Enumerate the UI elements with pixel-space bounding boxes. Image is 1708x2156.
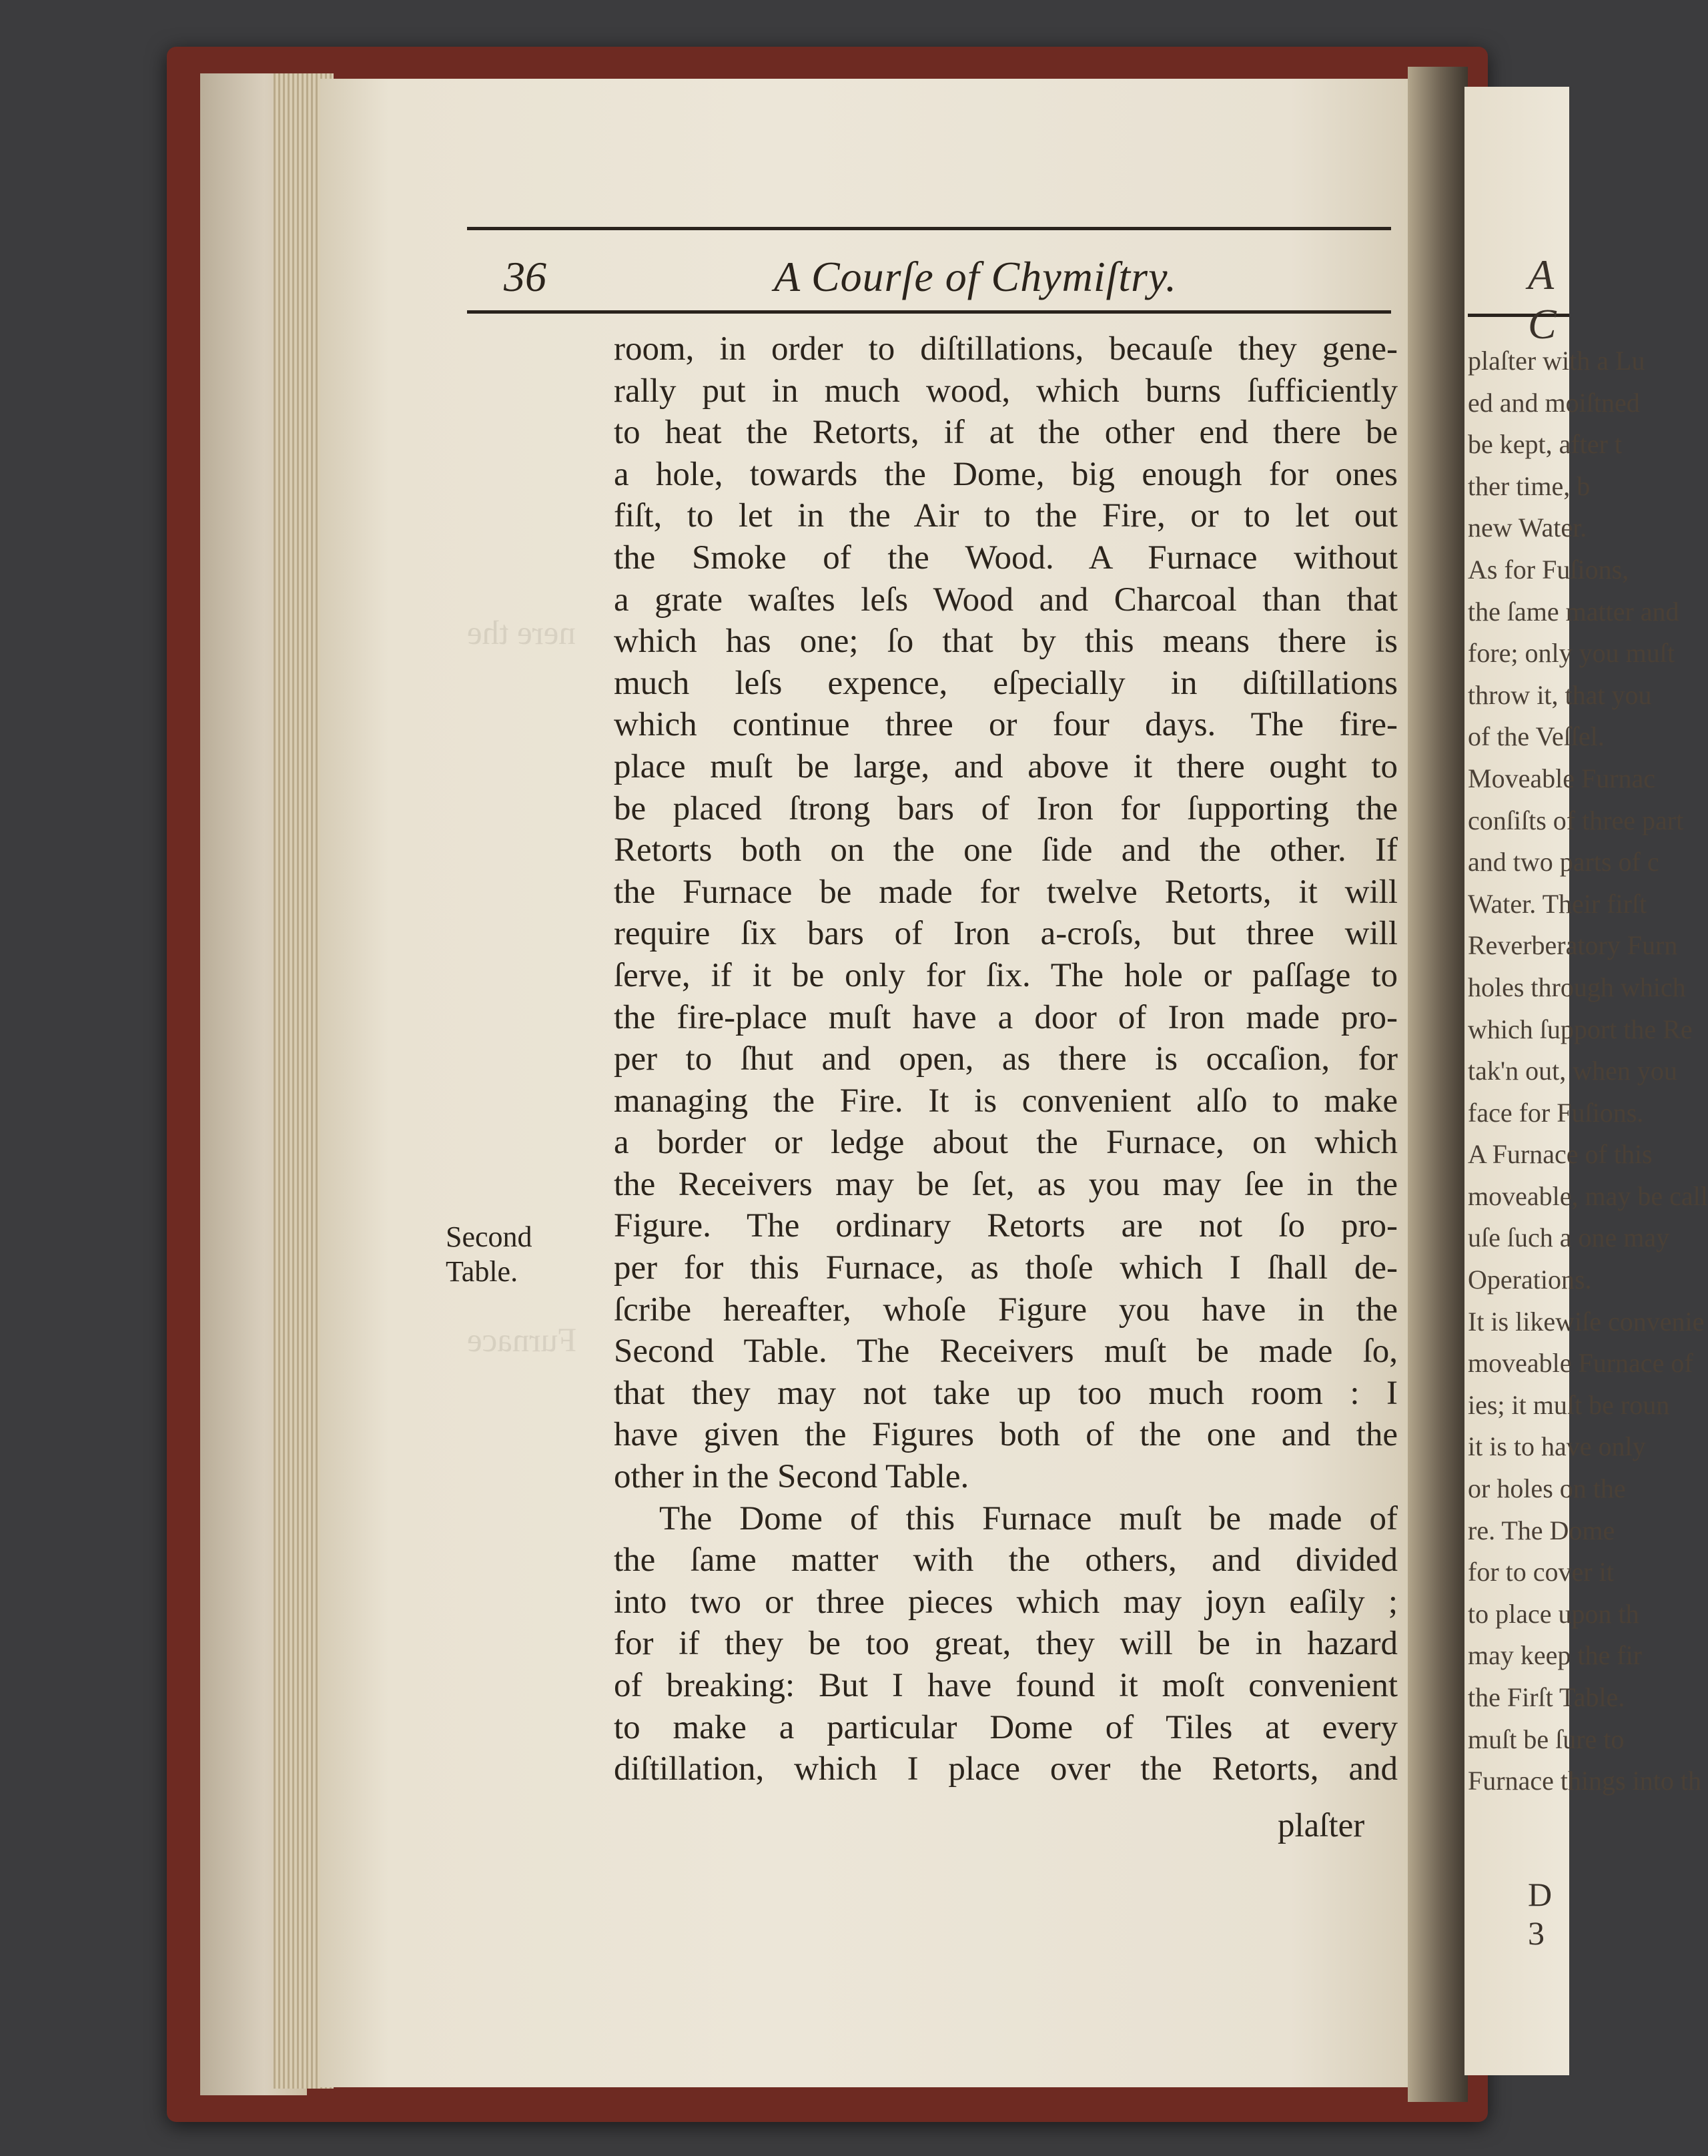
facing-text-line: which ſupport the Re [1468,1014,1693,1044]
facing-text-line: may keep the fir [1468,1640,1642,1671]
text-line: Figure. The ordinary Retorts are not ſo pro- [614,1207,1398,1245]
facing-text-line: ed and moiſtned [1468,387,1640,418]
text-line: into two or three pieces which may joyn eaſily ; [614,1583,1398,1621]
text-line: place muſt be large, and above it there ought to [614,747,1398,785]
facing-text-line: to place upon th [1468,1598,1639,1629]
text-line: per for this Furnace, as thoſe which I ſhall de- [614,1249,1398,1287]
text-line: which has one; ſo that by this means there is [614,623,1398,661]
text-line: other in the Second Table. [614,1458,969,1496]
text-line: a border or ledge about the Furnace, on which [614,1124,1398,1162]
facing-text-line: As for Fuſions, [1468,554,1629,585]
facing-page-signature: D 3 [1528,1876,1553,1952]
facing-text-line: or holes on the [1468,1473,1626,1504]
show-through-text: nere the [467,615,576,652]
text-line: have given the Figures both of the one and the [614,1416,1398,1454]
facing-text-line: new Water. [1468,512,1587,543]
text-line: a hole, towards the Dome, big enough for ones [614,455,1398,493]
text-line: the fire-place muſt have a door of Iron made pro- [614,998,1398,1036]
facing-text-line: plaſter with a Lu [1468,346,1645,376]
facing-page-text [1468,340,1708,1802]
facing-text-line: Reverberatory Furn [1468,930,1678,961]
facing-text-line: and two parts of c [1468,847,1659,877]
facing-text-line: ther time, b [1468,470,1591,501]
facing-text-line: Furnace things into th [1468,1766,1701,1796]
text-line: rally put in much wood, which burns ſufficiently [614,372,1398,410]
text-line: much leſs expence, eſpecially in diſtillations [614,664,1398,702]
text-line: a grate waſtes leſs Wood and Charcoal than that [614,581,1398,619]
margin-note [446,1220,532,1289]
text-line: The Dome of this Furnace muſt be made of [659,1499,1398,1537]
facing-text-line: for to cover it [1468,1557,1614,1587]
text-line: room, in order to diſtillations, becauſe they gene- [614,330,1398,368]
text-line: of breaking: But I have found it moſt convenient [614,1667,1398,1704]
facing-page-running-head: A C [1528,251,1557,348]
text-line: be placed ſtrong bars of Iron for ſupporting the [614,789,1398,827]
catchword: plaſter [1278,1807,1365,1844]
facing-text-line: uſe ſuch a one may [1468,1222,1670,1253]
facing-text-line: fore; only you muſt [1468,638,1675,669]
running-title: A Courſe of Chymiſtry. [774,253,1177,300]
text-line: to heat the Retorts, if at the other end there be [614,414,1398,452]
facing-text-line: It is likewiſe convenie [1468,1306,1705,1337]
facing-text-line: Moveable Furnac [1468,763,1656,793]
text-line: that they may not take up too much room : I [614,1374,1398,1412]
text-line: for if they be too great, they will be in hazard [614,1625,1398,1663]
text-line: fiſt, to let in the Air to the Fire, or to let out [614,497,1398,535]
page-number: 36 [504,253,546,300]
margin-note-line: Table. [446,1255,518,1288]
text-line: the Furnace be made for twelve Retorts, it will [614,873,1398,911]
facing-text-line: Operations. [1468,1265,1592,1295]
text-line: managing the Fire. It is convenient alſo to make [614,1082,1398,1120]
facing-text-line: ies; it muſt be roun [1468,1389,1670,1420]
body-text [614,328,1398,1790]
text-line: the Smoke of the Wood. A Furnace without [614,538,1398,577]
text-line: to make a particular Dome of Tiles at every [614,1708,1398,1746]
facing-text-line: of the Veſſel. [1468,721,1605,752]
header-rule-bottom [467,310,1391,314]
text-line: per to ſhut and open, as there is occaſion, for [614,1040,1398,1078]
text-line: ſcribe hereafter, whoſe Figure you have in the [614,1291,1398,1329]
facing-text-line: holes through which [1468,972,1686,1002]
show-through-text: Furnace [467,1322,577,1359]
facing-text-line: moveable Furnace of [1468,1348,1693,1379]
facing-text-line: conſiſts of three part [1468,805,1684,835]
text-line: Second Table. The Receivers muſt be made ſo, [614,1333,1398,1371]
margin-note-line: Second [446,1220,532,1253]
facing-text-line: muſt be ſure to [1468,1724,1625,1754]
facing-text-line: re. The Dome [1468,1515,1615,1545]
text-line: the Receivers may be ſet, as you may ſee in the [614,1165,1398,1203]
text-line: ſerve, if it be only for ſix. The hole or paſſage to [614,956,1398,994]
facing-text-line: moveable, may be call [1468,1180,1708,1211]
header-rule-top [467,227,1391,230]
facing-text-line: face for Fuſions. [1468,1097,1644,1128]
book-gutter [1408,67,1468,2102]
facing-text-line: be kept, after t [1468,429,1622,460]
text-line: the ſame matter with the others, and divided [614,1541,1398,1579]
text-line: diſtillation, which I place over the Retorts, and [614,1750,1398,1788]
facing-text-line: tak'n out, when you [1468,1056,1677,1086]
facing-text-line: A Furnace of this [1468,1139,1653,1170]
facing-text-line: Water. Their firſt [1468,888,1647,919]
text-line: require ſix bars of Iron a-croſs, but three will [614,915,1398,953]
facing-text-line: the Firſt Table. [1468,1682,1625,1712]
facing-text-line: the ſame matter and [1468,596,1679,627]
text-line: which continue three or four days. The fire- [614,706,1398,744]
facing-text-line: it is to have only [1468,1431,1646,1462]
facing-text-line: throw it, that you [1468,679,1652,710]
text-line: Retorts both on the one ſide and the other. If [614,831,1398,869]
